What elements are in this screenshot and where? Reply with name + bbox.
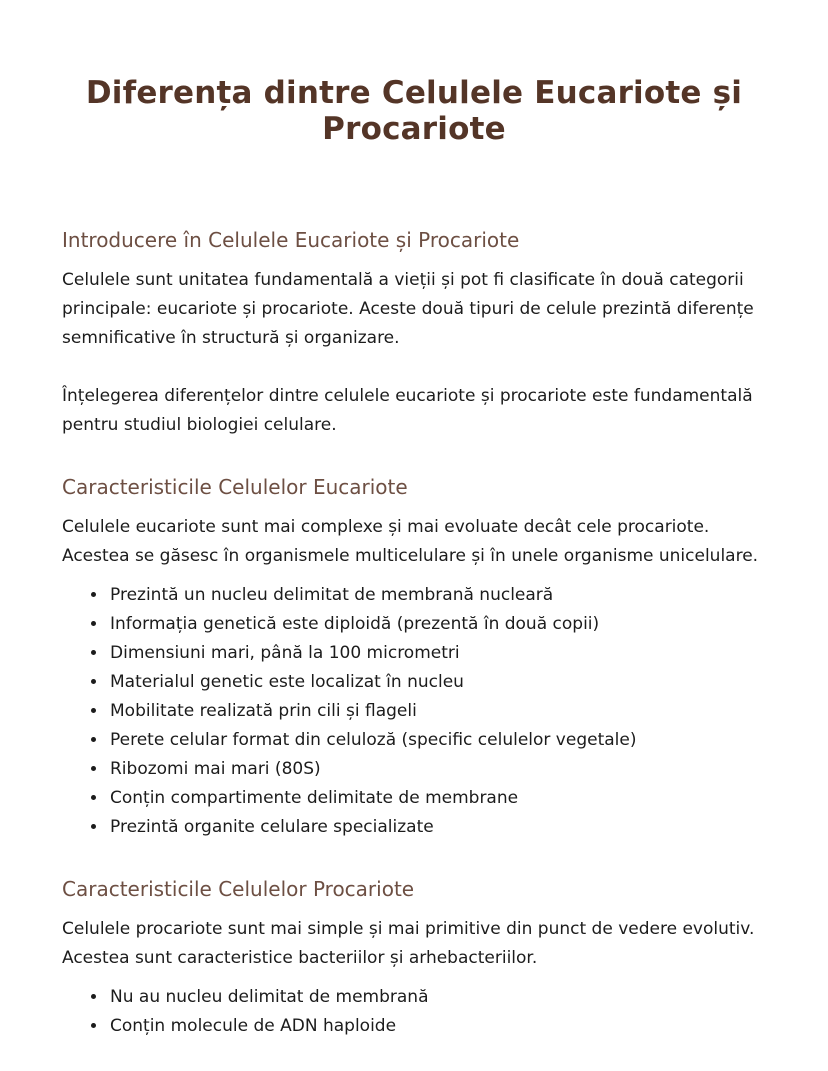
list-item: • Ribozomi mai mari (80S) (108, 755, 766, 784)
list-item: • Perete celular format din celuloză (specific celulelor vegetale) (108, 726, 766, 755)
list-item: • Prezintă organite celulare specializate (108, 813, 766, 842)
list-item: • Dimensiuni mari, până la 100 micrometri (108, 639, 766, 668)
list-item: • Nu au nucleu delimitat de membrană (108, 983, 766, 1012)
bullet-list-eucariote (62, 581, 766, 842)
section-eucariote (62, 474, 766, 842)
list-item: • Conțin molecule de ADN haploide (108, 1012, 766, 1041)
list-item: • Prezintă un nucleu delimitat de membrană nucleară (108, 581, 766, 610)
list-item: • Informația genetică este diploidă (prezentă în două copii) (108, 610, 766, 639)
section-introducere (62, 227, 766, 440)
paragraph: Înțelegerea diferențelor dintre celulele eucariote și procariote este fundamentală pentru studiul biologiei celulare. (62, 386, 753, 436)
section-heading: Introducere în Celulele Eucariote și Procariote (62, 228, 520, 253)
bullet-list-procariote (62, 983, 766, 1041)
paragraph: Celulele eucariote sunt mai complexe și mai evoluate decât cele procariote. Acestea se găsesc în organismele multicelulare și în unele organisme unicelulare. (62, 517, 759, 567)
list-item: • Materialul genetic este localizat în nucleu (108, 668, 766, 697)
paragraph: Celulele procariote sunt mai simple și mai primitive din punct de vedere evolutiv. Acestea sunt caracteristice bacteriilor și arhebacteriilor. (62, 919, 755, 969)
section-procariote (62, 876, 766, 1041)
paragraph: Celulele sunt unitatea fundamentală a vieții și pot fi clasificate în două categorii principale: eucariote și procariote. Aceste două tipuri de celule prezintă diferențe semnificative în structură și organizare. (62, 270, 754, 349)
list-item: • Conțin compartimente delimitate de membrane (108, 784, 766, 813)
document-title: Diferența dintre Celulele Eucariote și Procariote (85, 75, 743, 147)
section-heading: Caracteristicile Celulelor Procariote (62, 877, 415, 902)
section-heading: Caracteristicile Celulelor Eucariote (62, 475, 408, 500)
list-item: • Mobilitate realizată prin cili și flageli (108, 697, 766, 726)
